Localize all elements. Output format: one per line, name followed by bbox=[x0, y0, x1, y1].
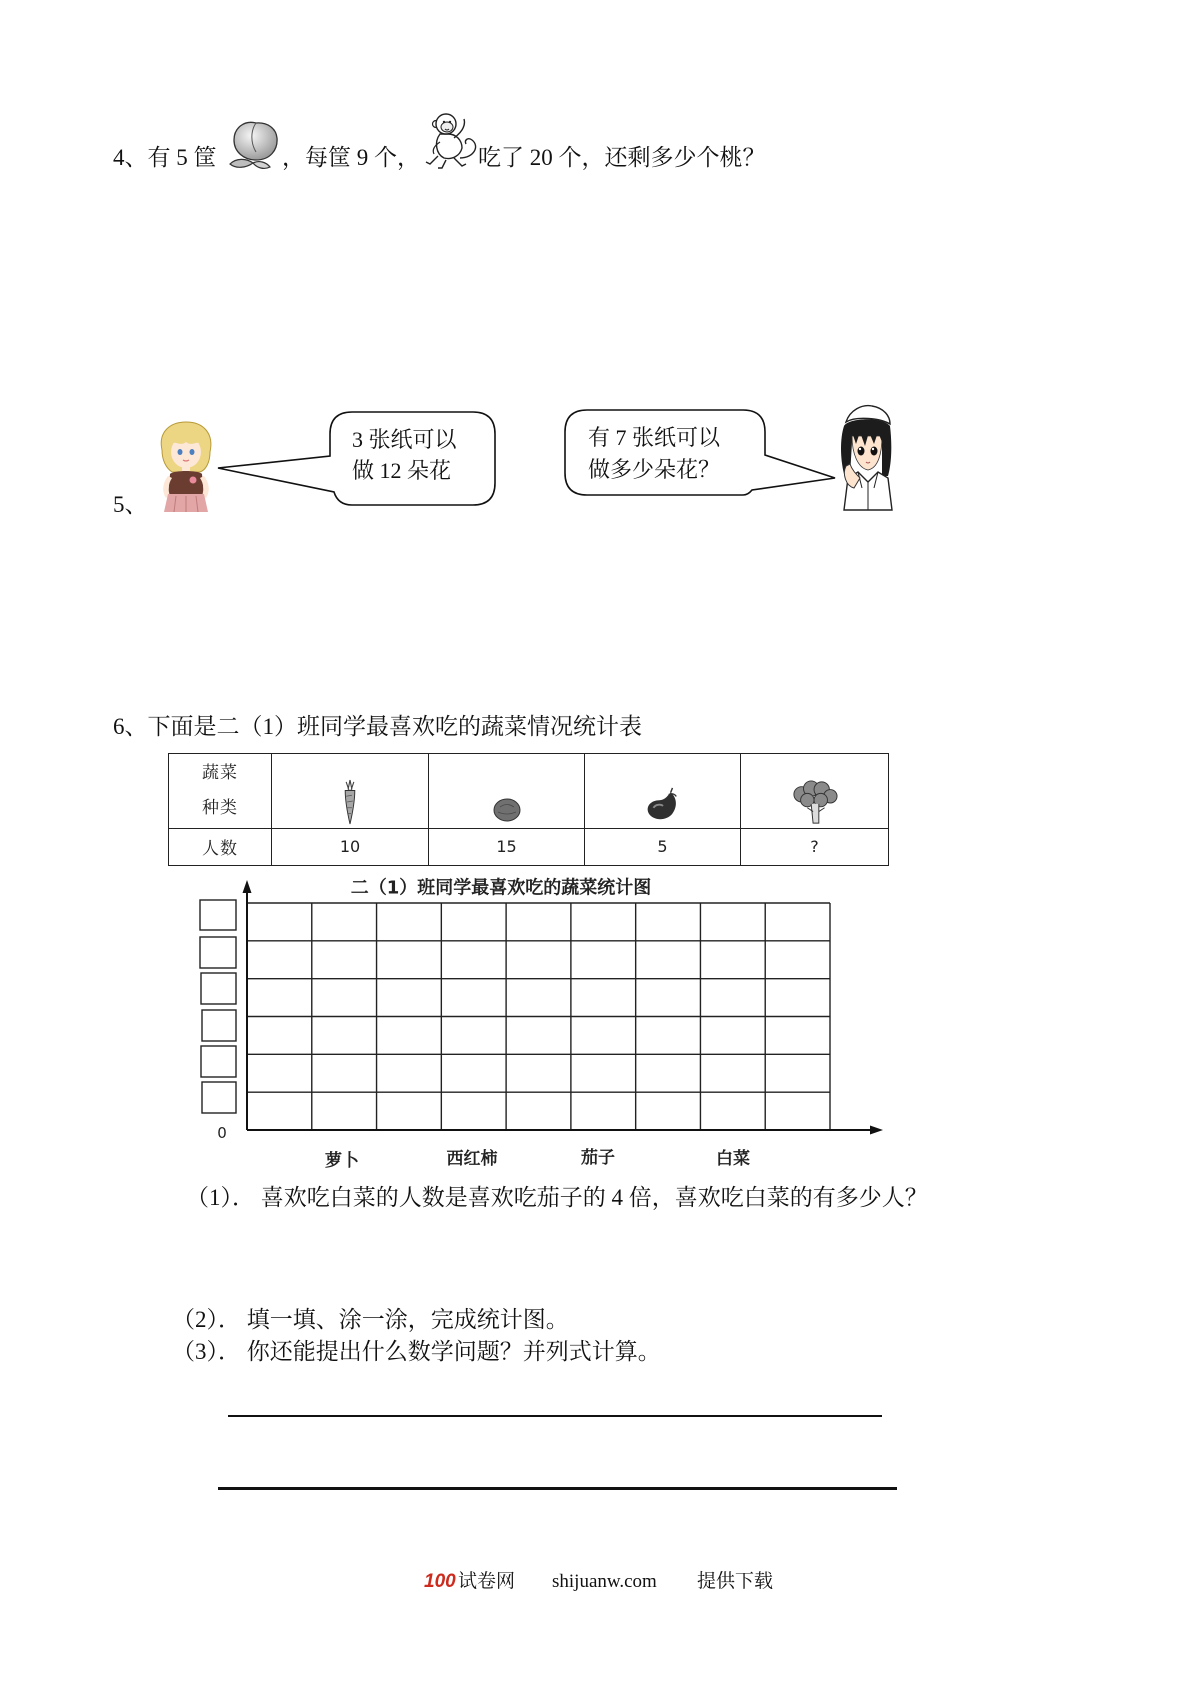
eggplant-cell bbox=[585, 754, 741, 829]
scale-box bbox=[202, 1010, 236, 1041]
q4-text-part3: 吃了 20 个，还剩多少个桃？ bbox=[478, 145, 766, 170]
footer-site: shijuanw.com bbox=[552, 1571, 657, 1592]
x-label-cabbage: 白菜 bbox=[716, 1149, 750, 1169]
cabbage-cell bbox=[741, 754, 889, 829]
scale-box bbox=[200, 937, 236, 968]
x-label-tomato: 西红柿 bbox=[446, 1149, 498, 1169]
q4-text-part2: ，每筐 9 个， bbox=[282, 145, 420, 170]
scale-box bbox=[202, 1082, 236, 1113]
table-row-counts bbox=[169, 828, 889, 865]
left-bubble-line2: 做 12 朵花 bbox=[352, 458, 452, 483]
carrot-count: 10 bbox=[272, 828, 429, 865]
left-bubble-line1: 3 张纸可以 bbox=[352, 427, 457, 452]
right-bubble-line1: 有 7 张纸可以 bbox=[588, 425, 721, 450]
answer-line-1 bbox=[228, 1415, 882, 1417]
cabbage-icon bbox=[790, 779, 840, 825]
x-axis-arrow bbox=[870, 1126, 883, 1135]
tomato-icon bbox=[492, 797, 522, 823]
scale-box bbox=[201, 973, 236, 1004]
tomato-count: 15 bbox=[429, 828, 585, 865]
chart-grid bbox=[247, 903, 830, 1130]
vegetable-table bbox=[168, 753, 889, 866]
carrot-cell bbox=[272, 754, 429, 829]
eggplant-count: 5 bbox=[585, 828, 741, 865]
sub-question-2: （2）． 填一填、涂一涂，完成统计图。 bbox=[172, 1307, 569, 1332]
tomato-cell bbox=[429, 754, 585, 829]
eggplant-icon bbox=[644, 787, 682, 823]
y-axis-arrow bbox=[243, 880, 252, 893]
chart-title: 二（1）班同学最喜欢吃的蔬菜统计图 bbox=[350, 877, 652, 899]
monkey-icon bbox=[424, 110, 482, 172]
scale-box bbox=[200, 900, 236, 930]
right-bubble-line2: 做多少朵花？ bbox=[588, 457, 721, 482]
cabbage-count: ? bbox=[741, 828, 889, 865]
type-label-line2: 种类 bbox=[202, 797, 238, 818]
sub-question-3: （3）． 你还能提出什么数学问题？并列式计算。 bbox=[172, 1339, 661, 1364]
type-label-line1: 蔬菜 bbox=[202, 762, 238, 783]
x-label-carrot: 萝卜 bbox=[325, 1151, 359, 1171]
sub-question-1: （1）． 喜欢吃白菜的人数是喜欢吃茄子的 4 倍，喜欢吃白菜的有多少人？ bbox=[186, 1185, 928, 1210]
blank-bar-chart bbox=[180, 870, 890, 1180]
type-label-cell bbox=[169, 754, 272, 829]
peach-icon bbox=[226, 118, 284, 174]
q6-intro: 6、下面是二（1）班同学最喜欢吃的蔬菜情况统计表 bbox=[113, 714, 642, 739]
x-label-eggplant: 茄子 bbox=[581, 1148, 615, 1168]
origin-label: 0 bbox=[217, 1124, 227, 1142]
speech-bubbles bbox=[210, 400, 850, 515]
carrot-icon bbox=[339, 779, 361, 825]
scale-box bbox=[201, 1046, 236, 1077]
footer-note: 提供下载 bbox=[697, 1571, 774, 1592]
answer-line-2 bbox=[218, 1487, 897, 1490]
table-row-types bbox=[169, 754, 889, 829]
footer-logo-text: 试卷网 bbox=[458, 1571, 516, 1592]
q4-text-part1: 4、有 5 筐 bbox=[113, 145, 217, 170]
count-label-cell: 人数 bbox=[169, 828, 272, 865]
y-scale-boxes bbox=[200, 900, 236, 1113]
footer-logo-number: 100 bbox=[424, 1571, 456, 1592]
q5-number: 5、 bbox=[113, 492, 148, 517]
